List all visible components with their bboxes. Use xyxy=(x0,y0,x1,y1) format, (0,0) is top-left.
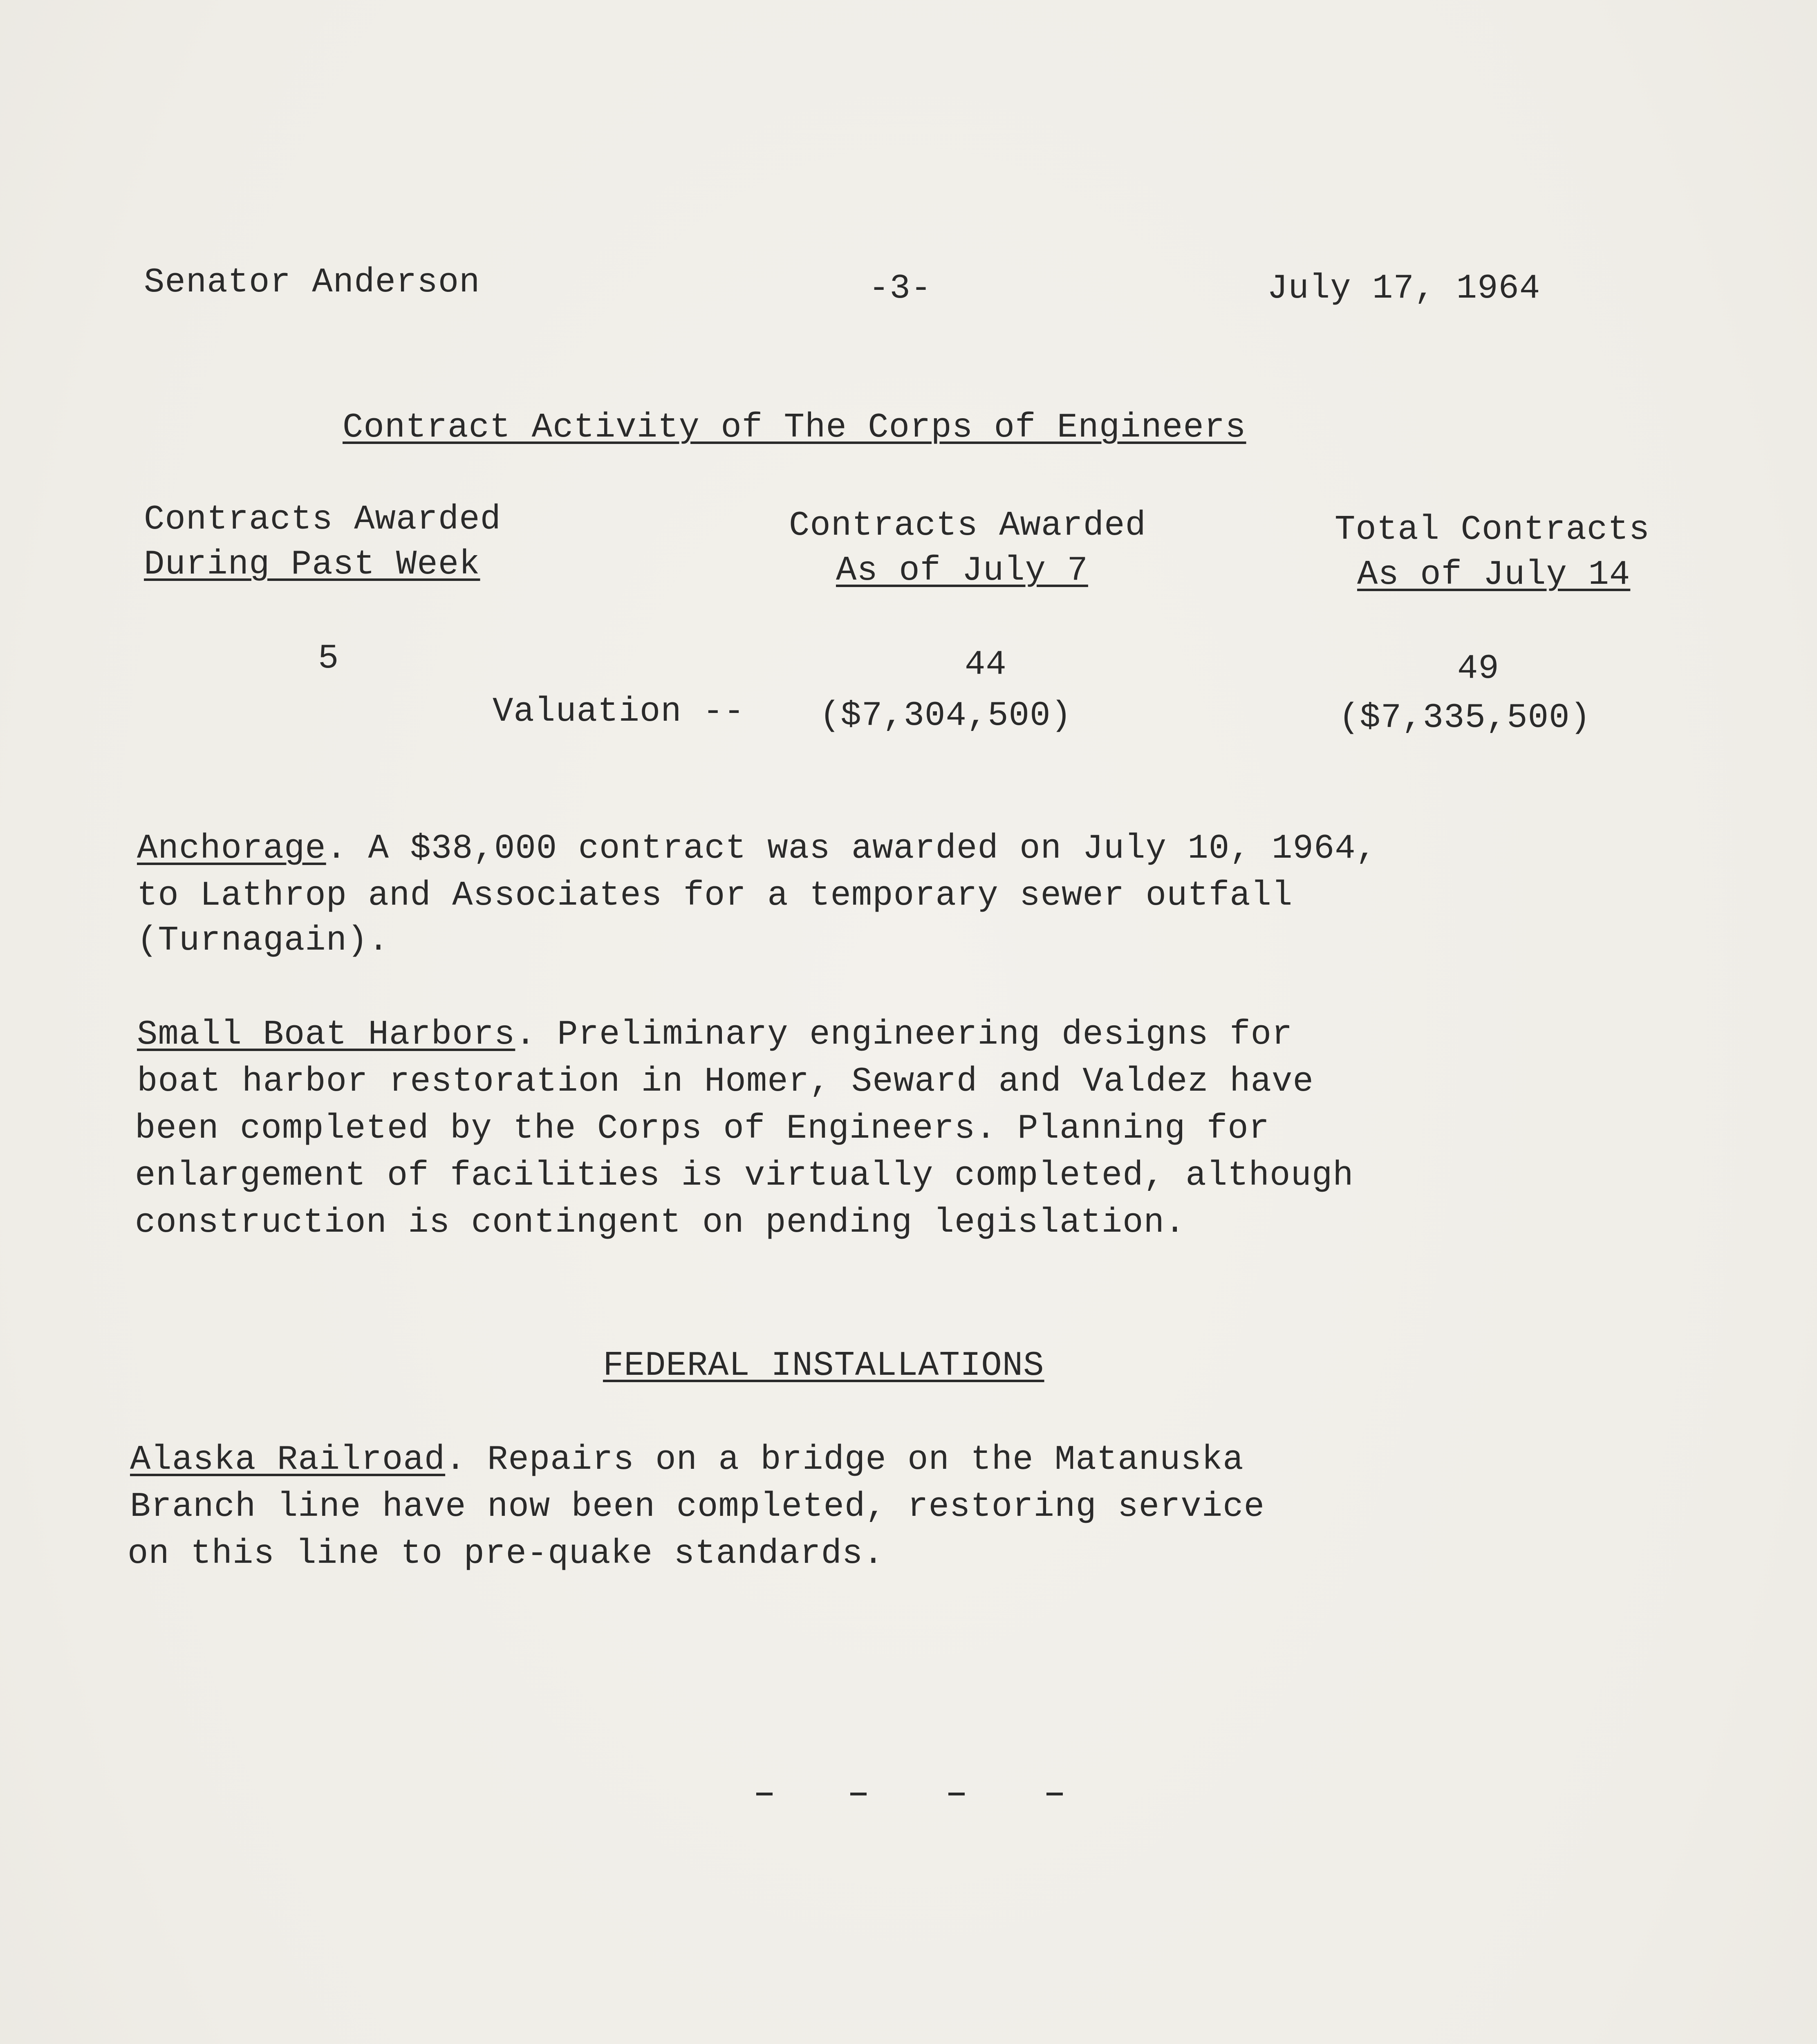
federal-installations-title: FEDERAL INSTALLATIONS xyxy=(603,1347,1044,1385)
valuation-july7: ($7,304,500) xyxy=(820,697,1072,735)
end-dash xyxy=(948,1793,965,1795)
end-dash xyxy=(850,1793,867,1795)
anchorage-line-1 xyxy=(137,829,1377,868)
col1-header-line2: During Past Week xyxy=(144,545,480,584)
anchorage-line-3: (Turnagain). xyxy=(137,921,389,960)
header-recipient: Senator Anderson xyxy=(144,263,480,302)
valuation-label: Valuation -- xyxy=(493,693,745,731)
small-boat-line-1 xyxy=(137,1015,1293,1054)
anchorage-heading: Anchorage xyxy=(137,829,326,868)
valuation-july14: ($7,335,500) xyxy=(1339,699,1591,737)
small-boat-line-4: enlargement of facilities is virtually completed, although xyxy=(135,1156,1354,1195)
anchorage-line-2: to Lathrop and Associates for a temporary sewer outfall xyxy=(137,876,1293,915)
col2-header-line2: As of July 7 xyxy=(836,551,1088,590)
col3-header-line1: Total Contracts xyxy=(1335,511,1650,549)
contract-section-title: Contract Activity of The Corps of Engineers xyxy=(343,408,1246,447)
railroad-line-2: Branch line have now been completed, restoring service xyxy=(130,1488,1265,1526)
header-date: July 17, 1964 xyxy=(1267,269,1541,308)
railroad-line-1 xyxy=(130,1443,1244,1477)
small-boat-line-5: construction is contingent on pending legislation. xyxy=(135,1204,1186,1242)
railroad-line-1-text: . Repairs on a bridge on the Matanuska xyxy=(445,1441,1244,1479)
small-boat-line-2: boat harbor restoration in Homer, Seward and Valdez have xyxy=(137,1062,1314,1101)
col1-header-line1: Contracts Awarded xyxy=(144,500,501,539)
railroad-line-3: on this line to pre-quake standards. xyxy=(128,1535,884,1573)
col2-header-line1: Contracts Awarded xyxy=(789,507,1146,545)
railroad-heading: Alaska Railroad xyxy=(130,1441,446,1479)
small-boat-line-1-text: . Preliminary engineering designs for xyxy=(515,1015,1293,1054)
end-dash xyxy=(756,1793,773,1795)
col3-count: 49 xyxy=(1457,650,1499,688)
end-dash xyxy=(1046,1793,1063,1795)
col2-count: 44 xyxy=(965,645,1007,684)
col1-count: 5 xyxy=(318,639,339,678)
page-number: -3- xyxy=(869,269,932,308)
anchorage-line-1-text: . A $38,000 contract was awarded on July 10, 1964, xyxy=(326,829,1377,868)
col3-header-line2: As of July 14 xyxy=(1357,556,1631,594)
small-boat-line-3: been completed by the Corps of Engineers. Planning for xyxy=(135,1109,1270,1148)
small-boat-heading: Small Boat Harbors xyxy=(137,1015,515,1054)
